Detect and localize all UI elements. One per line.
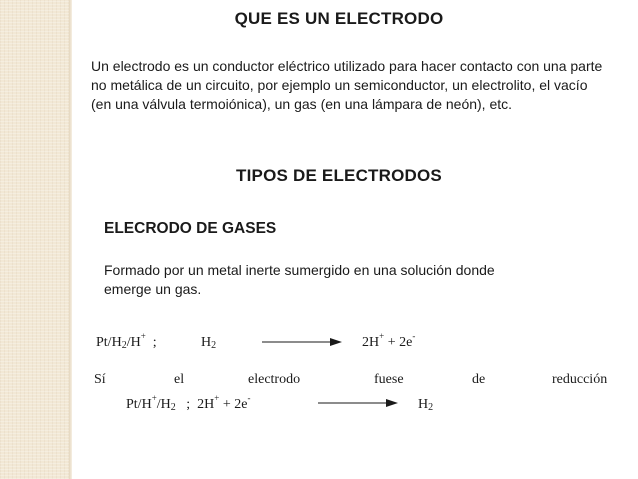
reaction-arrow-icon bbox=[262, 335, 342, 349]
electrode-notation-reduction: $Pt/H^+/H_2$ ; 2H+ + 2e- bbox=[126, 393, 251, 413]
sentence-word: Sí bbox=[94, 372, 106, 387]
reactant-h2: $H_2$ bbox=[201, 335, 217, 351]
definition-paragraph: Un electrodo es un conductor eléctrico utilizado para hacer contacto con una parte no metálica de un circuito, por ejemplo un semiconductor, un electrolito, el vacío (en una válvula termoiónica), un gas (en una lámpara de neón), etc. bbox=[91, 58, 603, 112]
sentence-word: reducción bbox=[552, 372, 608, 387]
sentence-word: fuese bbox=[374, 372, 404, 387]
sidebar-edge bbox=[69, 0, 72, 479]
subsection-text: Formado por un metal inerte sumergido en una solución donde emerge un gas. bbox=[104, 262, 495, 297]
section-title: TIPOS DE ELECTRODOS bbox=[236, 166, 442, 185]
page-title: QUE ES UN ELECTRODO bbox=[234, 9, 444, 28]
reaction-arrow-icon bbox=[318, 396, 398, 410]
electrode-notation-oxidation: $Pt/H_2/H^+$ ; bbox=[96, 331, 157, 351]
sentence-word: de bbox=[472, 372, 486, 387]
product-h2: $H_2$ bbox=[418, 397, 434, 413]
sentence-word: electrodo bbox=[248, 372, 301, 387]
subsection-title: ELECRODO DE GASES bbox=[104, 220, 277, 237]
sentence-word: el bbox=[174, 372, 185, 387]
decorative-sidebar bbox=[0, 0, 69, 479]
products-oxidation: 2H+ + 2e- bbox=[362, 331, 416, 350]
